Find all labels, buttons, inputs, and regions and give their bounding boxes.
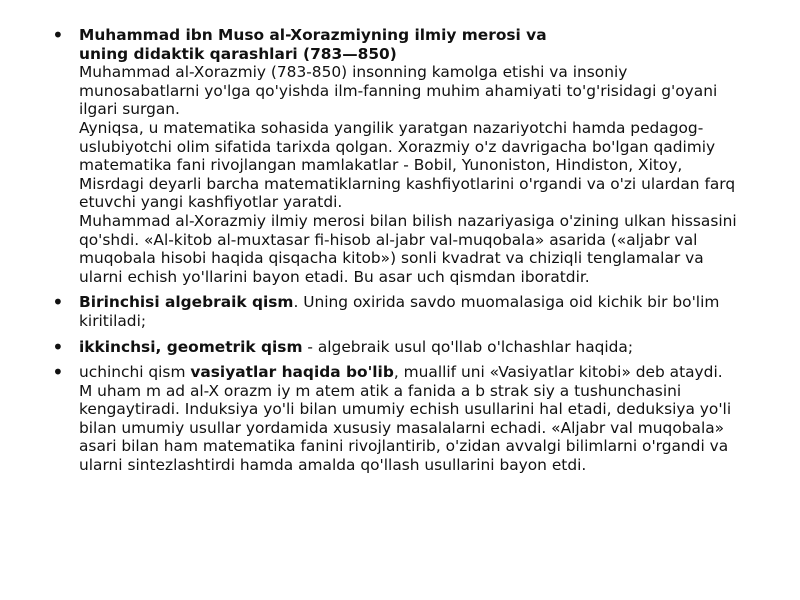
text-line: ikkinchsi, geometrik qism - algebraik usul qo'llab o'lchashlar haqida; — [79, 337, 634, 356]
slide-content — [52, 23, 768, 482]
bullet-dot-icon: • — [52, 290, 64, 315]
text-line: Ayniqsa, u matematika sohasida yangilik yaratgan nazariyotchi hamda pedagog- — [79, 118, 704, 137]
text-line: ilgari surgan. — [79, 100, 180, 119]
text-line: Muhammad al-Xorazmiy (783-850) insonning kamolga etishi va insoniy — [79, 63, 628, 82]
bullet-item — [52, 290, 768, 330]
text-line: asari bilan ham matematika fanini rivojlantirib, o'zidan avvalgi bilimlarni o'rgandi va — [79, 437, 729, 456]
bullet-dot-icon: • — [52, 23, 64, 47]
text-line: ularni echish yo'llarini bayon etadi. Bu asar uch qismdan iboratdir. — [79, 267, 590, 286]
text-line: etuvchi yangi kashfiyotlar yaratdi. — [79, 193, 343, 212]
text-line: uchinchi qism vasiyatlar haqida bo'lib, muallif uni «Vasiyatlar kitobi» deb ataydi. — [79, 363, 723, 382]
text-line: munosabatlarni yo'lga qo'yishda ilm-fanning muhim ahamiyati to'g'risidagi g'oyani — [79, 81, 718, 100]
bullet-dot-icon: • — [52, 360, 64, 385]
text-line: ularni sintezlashtirdi hamda amalda qo'llash usullarini bayon etdi. — [79, 456, 587, 475]
text-line: uslubiyotchi olim sifatida tarixda qolgan. Xorazmiy o'z davrigacha bo'lgan qadimiy — [79, 137, 716, 156]
text-line: bilan umumiy usullar yordamida xususiy masalalarni echadi. «Aljabr val muqobala» — [79, 418, 725, 437]
bullet-item — [52, 360, 768, 475]
text-line: Misrdagi deyarli barcha matematiklarning kashfiyotlarini o'rgandi va o'zi ulardan farq — [79, 174, 736, 193]
text-line: qo'shdi. «Al-kitob al-muxtasar fi-hisob al-jabr val-muqobala» asarida («aljabr val — [79, 230, 698, 249]
heading-line: uning didaktik qarashlari (783—850) — [79, 44, 397, 63]
text-line: M uham m ad al-X orazm iy m atem atik a fanida a b strak siy a tushunchasini — [79, 381, 682, 400]
bullet-item — [52, 23, 768, 286]
text-line: kiritiladi; — [79, 311, 147, 330]
bullet-item — [52, 334, 768, 359]
bullet-dot-icon: • — [52, 334, 64, 359]
heading-line: Muhammad ibn Muso al-Xorazmiyning ilmiy merosi va — [79, 26, 547, 44]
text-line: Muhammad al-Xorazmiy ilmiy merosi bilan bilish nazariyasiga o'zining ulkan hissasini — [79, 211, 737, 230]
text-line: matematika fani rivojlangan mamlakatlar - Bobil, Yunoniston, Hindiston, Xitoy, — [79, 156, 683, 175]
text-line: kengaytiradi. Induksiya yo'li bilan umumiy echish usullarini hal etadi, deduksiya yo'li — [79, 400, 732, 419]
text-line: Birinchisi algebraik qism. Uning oxirida savdo muomalasiga oid kichik bir bo'lim — [79, 293, 720, 312]
text-line: muqobala hisobi haqida qisqacha kitob») sonli kvadrat va chiziqli tenglamalar va — [79, 249, 704, 268]
